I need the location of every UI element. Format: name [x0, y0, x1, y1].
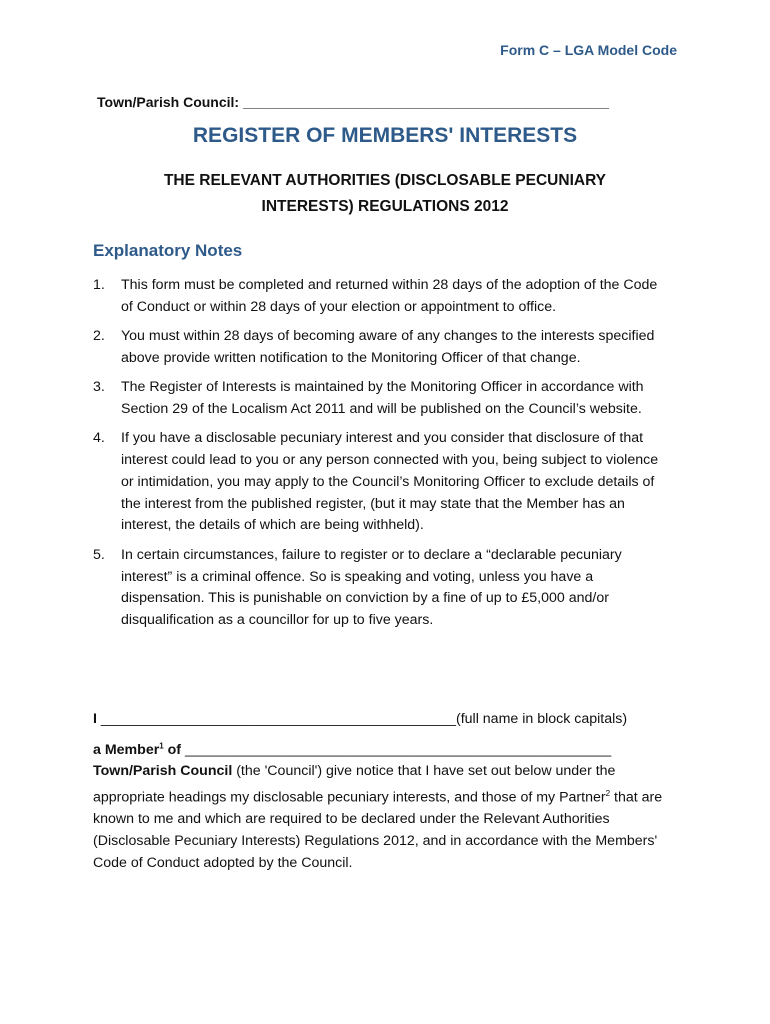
- name-prefix: I: [93, 711, 97, 727]
- note-text: If you have a disclosable pecuniary interest and you consider that disclosure of that interest could lead to you or any person connected with you, being subject to violence or intimidation, you may apply to the Council’s Monitoring Officer to exclude details of the interest from the published register, (but it may state that the Member has an interest, the details of which are being withheld).: [121, 430, 659, 534]
- regulations-subtitle: [100, 168, 670, 220]
- note-number: 5.: [93, 546, 105, 563]
- subtitle-line-2: INTERESTS) REGULATIONS 2012: [261, 198, 509, 215]
- council-field-label: Town/Parish Council:: [97, 94, 240, 110]
- declaration-notice: [93, 761, 673, 875]
- note-text: The Register of Interests is maintained by the Monitoring Officer in accordance with Section 29 of the Localism Act 2011 and will be published on the Council’s website.: [121, 379, 644, 417]
- note-item: [93, 377, 673, 421]
- notice-text-part-2: that are known to me and which are required to be declared under the Relevant Authorities (Disclosable Pecuniary Interests) Regulations 2012, and in accordance with the Members' Code of Conduct adopted by the Council.: [93, 789, 663, 871]
- subtitle-line-1: THE RELEVANT AUTHORITIES (DISCLOSABLE PECUNIARY: [163, 172, 607, 189]
- note-item: [93, 275, 673, 319]
- full-name-field: [93, 711, 627, 727]
- council-field: [97, 94, 609, 110]
- note-item: [93, 326, 673, 370]
- page-title: REGISTER OF MEMBERS' INTERESTS: [192, 124, 578, 147]
- footnote-2-marker: 2: [605, 788, 611, 798]
- note-text: You must within 28 days of becoming aware of any changes to the interests specified above provide written notification to the Monitoring Officer of that change.: [121, 328, 655, 366]
- notice-council-bold: Town/Parish Council: [93, 763, 233, 779]
- notice-text-part-1: (the 'Council') give notice that I have set out below under the appropriate headings my disclosable pecuniary interests, and those of my Partner: [93, 763, 616, 806]
- note-number: 4.: [93, 430, 105, 447]
- council-field-blank: _______________________________________________: [242, 94, 609, 110]
- note-number: 3.: [93, 379, 105, 396]
- explanatory-notes-list: [93, 275, 673, 639]
- note-text: In certain circumstances, failure to register or to declare a “declarable pecuniary interest” is a criminal offence. So is speaking and voting, unless you have a dispensation. This is punishable on conviction by a fine of up to £5,000 and/or disqualification as a councillor for up to five years.: [121, 546, 622, 629]
- note-number: 2.: [93, 328, 105, 345]
- note-number: 1.: [93, 277, 105, 293]
- member-of-blank: ______________________________________________________: [185, 741, 612, 758]
- form-label: Form C – LGA Model Code: [500, 42, 677, 58]
- note-text: This form must be completed and returned within 28 days of the adoption of the Code of Conduct or within 28 days of your election or appointment to office.: [121, 277, 658, 315]
- footnote-1-marker: 1: [159, 741, 164, 750]
- full-name-blank: _____________________________________________: [100, 711, 456, 727]
- member-of-field: [93, 741, 611, 758]
- full-name-hint: (full name in block capitals): [455, 711, 628, 727]
- note-item: [93, 428, 673, 537]
- explanatory-notes-heading: Explanatory Notes: [93, 241, 243, 260]
- note-item: [93, 545, 673, 632]
- member-label: a Member$^1$ of: [93, 741, 182, 758]
